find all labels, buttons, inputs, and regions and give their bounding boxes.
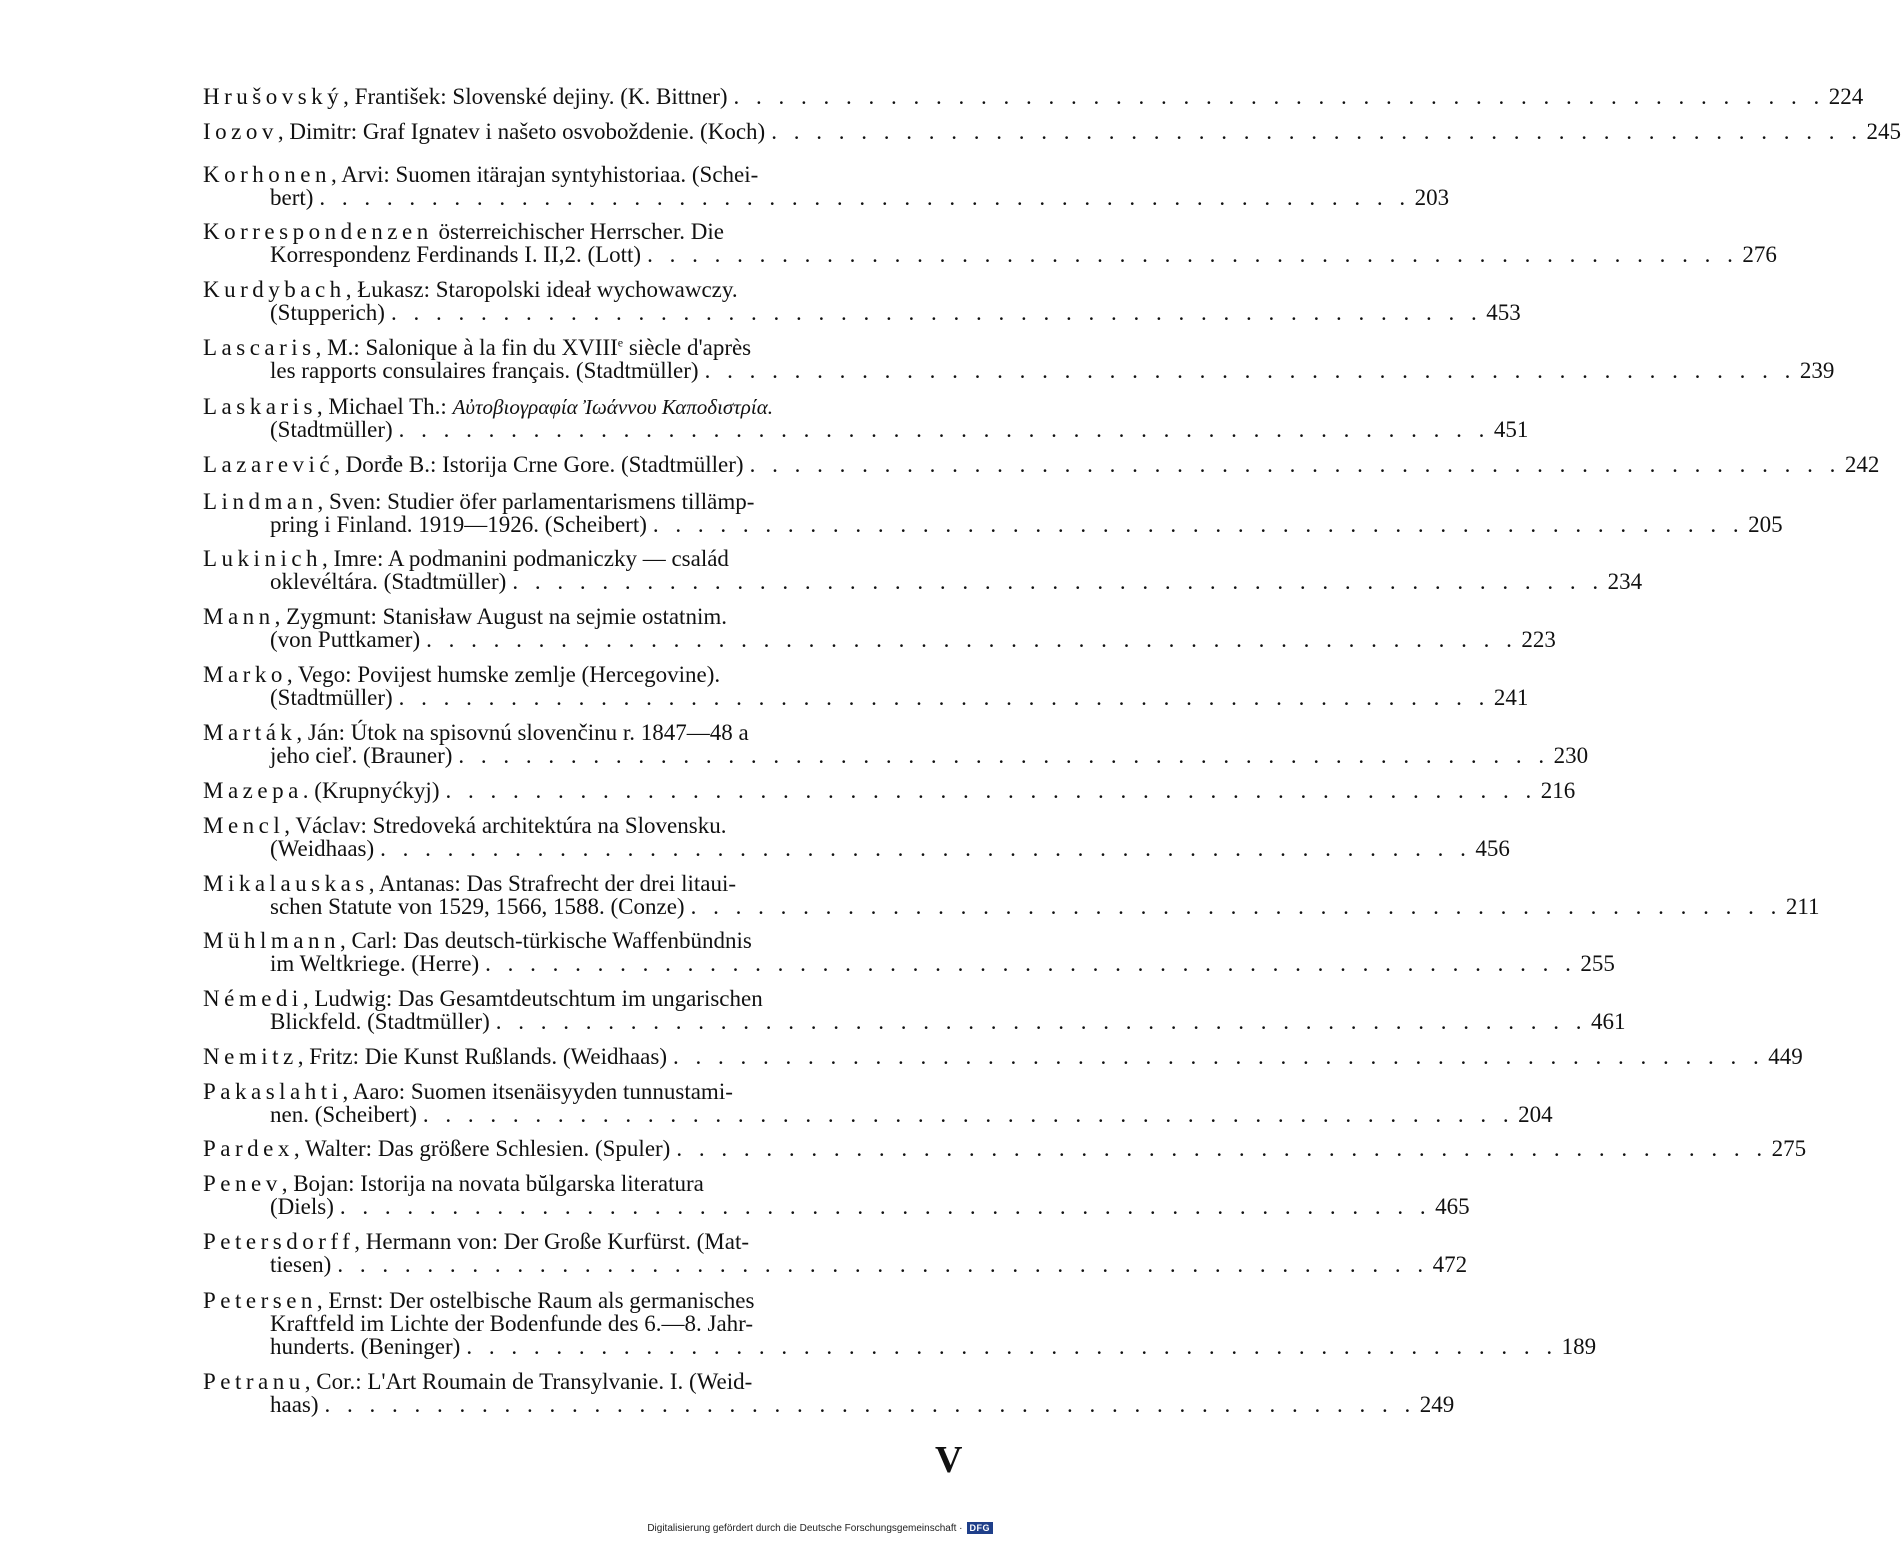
entry-author: Marták <box>203 720 297 745</box>
entry-line <box>203 627 1556 652</box>
entry-page-number: 223 <box>1521 627 1556 652</box>
entry-line-text: , Vego: Povijest humske zemlje (Hercegovine). <box>286 662 721 687</box>
dot-leader: . . . . . . . . . . . . . . . . . . . . . . . . . . . . . . . . . . . . . . . . . . . . . . . . . <box>672 1044 1765 1069</box>
index-entry <box>203 720 1589 768</box>
entry-line-text: im Weltkriege. (Herre) <box>270 951 480 976</box>
entry-line-text: , Václav: Stredoveká architektúra na Slovensku. <box>284 813 727 838</box>
entry-line <box>203 872 960 895</box>
entry-text <box>203 120 765 143</box>
entry-page-number: 211 <box>1785 894 1820 919</box>
entry-text <box>203 779 439 802</box>
entry-text <box>270 418 393 441</box>
entry-text <box>270 1010 490 1033</box>
entry-page-number: 472 <box>1432 1252 1468 1277</box>
entry-line-text: Korrespondenz Ferdinands I. II,2. (Lott) <box>270 242 642 267</box>
entry-line-text: , Dimitr: Graf Ignatev i našeto osvoboždenie. (Koch) <box>277 119 766 144</box>
entry-author: Lazarević <box>203 452 335 477</box>
entry-line-text: les rapports consulaires français. (Stadtmüller) <box>270 358 699 383</box>
entry-text <box>203 85 728 108</box>
entry-line <box>203 987 960 1010</box>
entry-line-text: , Ján: Útok na spisovnú slovenčinu r. 1847—48 a <box>296 720 749 745</box>
entry-page-number: 245 <box>1866 119 1901 144</box>
entry-text <box>270 513 647 536</box>
entry-line <box>203 951 1615 976</box>
entry-text <box>270 895 685 918</box>
entry-line-text: , Aaro: Suomen itsenäisyyden tunnustami- <box>342 1079 733 1104</box>
entry-line-text: , Sven: Studier öfer parlamentarismens tillämp- <box>317 489 755 514</box>
entry-line-text: , Arvi: Suomen itärajan syntyhistoriaa. (Schei- <box>330 162 759 187</box>
entry-line <box>203 512 1783 537</box>
entry-line <box>203 569 1643 594</box>
entry-line <box>203 1172 960 1195</box>
entry-text <box>270 1335 460 1358</box>
index-entry <box>203 277 1521 325</box>
entry-author: Kurdybach <box>203 277 346 302</box>
entry-line <box>203 242 1777 267</box>
greek-title: Αὐτοβιογραφία Ἰωάννου Καποδιστρία. <box>452 395 773 419</box>
dot-leader: . . . . . . . . . . . . . . . . . . . . . . . . . . . . . . . . . . . . . . . . . . . . . . . . . <box>466 1334 1558 1359</box>
dot-leader: . . . . . . . . . . . . . . . . . . . . . . . . . . . . . . . . . . . . . . . . . . . . . . . . . <box>647 242 1739 267</box>
entry-page-number: 449 <box>1768 1044 1803 1069</box>
entry-line <box>203 163 960 186</box>
index-entry <box>203 489 1783 537</box>
entry-text <box>270 359 699 382</box>
index-entry <box>203 928 1615 976</box>
entry-line <box>203 417 1529 442</box>
entry-line <box>203 185 1450 210</box>
entry-line <box>203 119 1901 144</box>
dot-leader: . . . . . . . . . . . . . . . . . . . . . . . . . . . . . . . . . . . . . . . . . . . . . . . . . <box>445 778 1537 803</box>
entry-author: Korhonen <box>203 162 331 187</box>
entry-line-text: (Diels) <box>270 1194 334 1219</box>
entry-text <box>270 837 374 860</box>
index-entry <box>203 778 1576 803</box>
index-entry <box>203 452 1880 477</box>
entry-line-text: (Weidhaas) <box>270 836 375 861</box>
dot-leader: . . . . . . . . . . . . . . . . . . . . . . . . . . . . . . . . . . . . . . . . . . . . . . . . . <box>652 512 1745 537</box>
index-entry <box>203 219 1777 267</box>
entry-line-text: , Ernst: Der ostelbische Raum als germanisches <box>316 1288 755 1313</box>
entry-line <box>203 1312 960 1335</box>
entry-line <box>203 490 960 513</box>
entry-line-text: Kraftfeld im Lichte der Bodenfunde des 6.—8. Jahr- <box>270 1311 754 1336</box>
entry-author: Mikalauskas <box>203 871 369 896</box>
entry-author: Pardex <box>203 1136 294 1161</box>
entry-page-number: 224 <box>1828 84 1864 109</box>
entry-line <box>203 743 1589 768</box>
superscript: e <box>617 335 624 350</box>
index-entry <box>203 1288 1597 1359</box>
entry-page-number: 189 <box>1561 1334 1597 1359</box>
dot-leader: . . . . . . . . . . . . . . . . . . . . . . . . . . . . . . . . . . . . . . . . . . . . . . . . . <box>771 119 1863 144</box>
dot-leader: . . . . . . . . . . . . . . . . . . . . . . . . . . . . . . . . . . . . . . . . . . . . . . . . . <box>426 627 1518 652</box>
entry-line-text: nen. (Scheibert) <box>270 1102 417 1127</box>
entry-page-number: 239 <box>1799 358 1835 383</box>
entry-text <box>270 628 420 651</box>
dot-leader: . . . . . . . . . . . . . . . . . . . . . . . . . . . . . . . . . . . . . . . . . . . . . . . . . <box>339 1194 1432 1219</box>
dot-leader: . . . . . . . . . . . . . . . . . . . . . . . . . . . . . . . . . . . . . . . . . . . . . . . . . <box>390 300 1483 325</box>
dot-leader: . . . . . . . . . . . . . . . . . . . . . . . . . . . . . . . . . . . . . . . . . . . . . . . . . <box>398 417 1490 442</box>
page-number: V <box>935 1439 963 1481</box>
entry-line-text: (von Puttkamer) <box>270 627 421 652</box>
entry-line <box>203 836 1510 861</box>
entry-line <box>203 1334 1597 1359</box>
entry-line-text: , Dorđe B.: Istorija Crne Gore. (Stadtmüller) <box>334 452 744 477</box>
entry-line <box>203 894 1820 919</box>
entry-text <box>270 1103 417 1126</box>
entry-author: Mazepa <box>203 778 303 803</box>
entry-line-text: hunderts. (Beninger) <box>270 1334 461 1359</box>
entry-text <box>270 570 506 593</box>
entry-line-text: , Carl: Das deutsch-türkische Waffenbündnis <box>339 928 752 953</box>
index-entry <box>203 1171 1470 1219</box>
dfg-logo: DFG <box>967 1522 994 1534</box>
entry-author: Lascaris <box>203 335 316 360</box>
entry-author: Lukinich <box>203 546 323 571</box>
entry-line-text: Blickfeld. (Stadtmüller) <box>270 1009 490 1034</box>
entry-page-number: 204 <box>1518 1102 1553 1127</box>
entry-line <box>203 1230 960 1253</box>
entry-line-text: , Łukasz: Staropolski ideał wychowawczy. <box>345 277 738 302</box>
entry-text <box>270 1393 319 1416</box>
index-entry <box>203 871 1820 919</box>
dot-leader: . . . . . . . . . . . . . . . . . . . . . . . . . . . . . . . . . . . . . . . . . . . . . . . . . <box>485 951 1577 976</box>
entry-line <box>203 663 960 686</box>
entry-line-text: oklevéltára. (Stadtmüller) <box>270 569 507 594</box>
entry-page-number: 255 <box>1580 951 1615 976</box>
entry-line <box>203 1392 1455 1417</box>
entry-author: Iozov <box>203 119 278 144</box>
entry-line <box>203 605 960 628</box>
entry-page-number: 216 <box>1540 778 1576 803</box>
entry-line-text: , Antanas: Das Strafrecht der drei litaui- <box>368 871 737 896</box>
entry-line-text: siècle d'après <box>623 335 752 360</box>
dot-leader: . . . . . . . . . . . . . . . . . . . . . . . . . . . . . . . . . . . . . . . . . . . . . . . . . <box>690 894 1782 919</box>
index-entry <box>203 1136 1807 1161</box>
index-entry <box>203 1369 1455 1417</box>
index-entry <box>203 1229 1468 1277</box>
index-entry <box>203 1079 1553 1127</box>
index-entry <box>203 604 1556 652</box>
entry-page-number: 276 <box>1742 242 1777 267</box>
entry-line <box>203 547 960 570</box>
entry-line-text: , M.: Salonique à la fin du XVIII <box>315 335 618 360</box>
entry-text <box>270 186 313 209</box>
entry-page-number: 241 <box>1493 685 1529 710</box>
index-entry <box>203 1044 1803 1069</box>
entry-line-text: , Hermann von: Der Große Kurfürst. (Mat- <box>354 1229 749 1254</box>
entry-line-text: (Stadtmüller) <box>270 685 393 710</box>
footer <box>608 1522 993 1534</box>
entry-author: Laskaris <box>203 394 317 419</box>
entry-author: Petersdorff <box>203 1229 355 1254</box>
entry-page-number: 249 <box>1419 1392 1455 1417</box>
dot-leader: . . . . . . . . . . . . . . . . . . . . . . . . . . . . . . . . . . . . . . . . . . . . . . . . . <box>319 185 1411 210</box>
entry-line <box>203 336 960 359</box>
entry-page-number: 465 <box>1435 1194 1470 1219</box>
entry-text <box>270 952 479 975</box>
entry-line-text: , Zygmunt: Stanisław August na sejmie ostatnim. <box>274 604 727 629</box>
entry-page-number: 456 <box>1475 836 1510 861</box>
entry-line <box>203 1044 1803 1069</box>
entry-author: Petersen <box>203 1288 317 1313</box>
entry-author: Pakaslahti <box>203 1079 343 1104</box>
entry-author: Korrespondenzen <box>203 219 433 244</box>
entry-line <box>203 220 960 243</box>
entry-line <box>203 685 1529 710</box>
entry-line-text: , Imre: A podmanini podmaniczky — család <box>322 546 729 571</box>
entry-line-text: , Fritz: Die Kunst Rußlands. (Weidhaas) <box>297 1044 667 1069</box>
entry-author: Petranu <box>203 1369 305 1394</box>
index-entry <box>203 394 1529 442</box>
entry-line-text: pring i Finland. 1919—1926. (Scheibert) <box>270 512 647 537</box>
entry-line <box>203 1194 1470 1219</box>
entry-line-text: schen Statute von 1529, 1566, 1588. (Conze) <box>270 894 685 919</box>
dot-leader: . . . . . . . . . . . . . . . . . . . . . . . . . . . . . . . . . . . . . . . . . . . . . . . . . <box>733 84 1825 109</box>
entry-line <box>203 1136 1807 1161</box>
entry-page-number: 451 <box>1493 417 1529 442</box>
entry-line <box>203 1370 960 1393</box>
entry-line <box>203 1289 960 1312</box>
entry-line <box>203 778 1576 803</box>
entry-author: Lindman <box>203 489 318 514</box>
entry-text <box>203 1045 667 1068</box>
index-entry <box>203 662 1529 710</box>
entry-line-text: (Stupperich) <box>270 300 385 325</box>
dot-leader: . . . . . . . . . . . . . . . . . . . . . . . . . . . . . . . . . . . . . . . . . . . . . . . . . <box>380 836 1472 861</box>
entry-line <box>203 814 960 837</box>
entry-line-text: , Michael Th.: <box>316 394 453 419</box>
entry-line-text: österreichischer Herrscher. Die <box>432 219 724 244</box>
entry-author: Nemitz <box>203 1044 298 1069</box>
entry-text <box>270 686 393 709</box>
entry-line <box>203 84 1864 109</box>
dot-leader: . . . . . . . . . . . . . . . . . . . . . . . . . . . . . . . . . . . . . . . . . . . . . . . . . <box>337 1252 1429 1277</box>
entry-page-number: 203 <box>1414 185 1450 210</box>
entry-text <box>270 744 452 767</box>
entry-line <box>203 278 960 301</box>
dot-leader: . . . . . . . . . . . . . . . . . . . . . . . . . . . . . . . . . . . . . . . . . . . . . . . . . <box>422 1102 1515 1127</box>
index-entry <box>203 986 1626 1034</box>
entry-page-number: 242 <box>1844 452 1880 477</box>
entry-line-text: haas) <box>270 1392 319 1417</box>
dot-leader: . . . . . . . . . . . . . . . . . . . . . . . . . . . . . . . . . . . . . . . . . . . . . . . . . <box>512 569 1604 594</box>
entry-author: Mencl <box>203 813 285 838</box>
entry-line <box>203 929 960 952</box>
entry-line-text: (Stadtmüller) <box>270 417 393 442</box>
index-entry <box>203 335 1835 383</box>
entry-line <box>203 358 1835 383</box>
dot-leader: . . . . . . . . . . . . . . . . . . . . . . . . . . . . . . . . . . . . . . . . . . . . . . . . . <box>398 685 1490 710</box>
entry-page-number: 275 <box>1771 1136 1807 1161</box>
entry-author: Hrušovský <box>203 84 344 109</box>
entry-author: Némedi <box>203 986 303 1011</box>
dot-leader: . . . . . . . . . . . . . . . . . . . . . . . . . . . . . . . . . . . . . . . . . . . . . . . . . <box>458 743 1550 768</box>
entry-line-text: bert) <box>270 185 314 210</box>
entry-line-text: jeho cieľ. (Brauner) <box>270 743 453 768</box>
entry-page-number: 230 <box>1553 743 1589 768</box>
entry-page-number: 461 <box>1590 1009 1626 1034</box>
entry-author: Mühlmann <box>203 928 340 953</box>
entry-line <box>203 452 1880 477</box>
index-entry <box>203 546 1643 594</box>
entry-line <box>203 1102 1553 1127</box>
entry-line <box>203 1080 960 1103</box>
entry-line <box>203 721 960 744</box>
entry-line-text: , Bojan: Istorija na novata bŭlgarska literatura <box>281 1171 704 1196</box>
dot-leader: . . . . . . . . . . . . . . . . . . . . . . . . . . . . . . . . . . . . . . . . . . . . . . . . . <box>749 452 1841 477</box>
entry-line-text: . (Krupnyćkyj) <box>302 778 440 803</box>
entry-line <box>203 300 1521 325</box>
index-entry <box>203 119 1901 144</box>
entry-line-text: , Walter: Das größere Schlesien. (Spuler) <box>293 1136 671 1161</box>
entry-author: Mann <box>203 604 275 629</box>
entry-line <box>203 1252 1468 1277</box>
index-entry <box>203 162 1450 210</box>
entry-author: Penev <box>203 1171 282 1196</box>
entry-text <box>270 1195 334 1218</box>
dot-leader: . . . . . . . . . . . . . . . . . . . . . . . . . . . . . . . . . . . . . . . . . . . . . . . . . <box>704 358 1796 383</box>
entry-line-text: , Cor.: L'Art Roumain de Transylvanie. I. (Weid- <box>304 1369 753 1394</box>
entry-text <box>270 1253 331 1276</box>
entry-page-number: 453 <box>1486 300 1521 325</box>
dot-leader: . . . . . . . . . . . . . . . . . . . . . . . . . . . . . . . . . . . . . . . . . . . . . . . . . <box>676 1136 1768 1161</box>
entry-author: Marko <box>203 662 287 687</box>
dot-leader: . . . . . . . . . . . . . . . . . . . . . . . . . . . . . . . . . . . . . . . . . . . . . . . . . <box>324 1392 1416 1417</box>
entry-text <box>270 243 641 266</box>
entry-line-text: , Ludwig: Das Gesamtdeutschtum im ungarischen <box>302 986 763 1011</box>
entry-line <box>203 395 960 418</box>
dot-leader: . . . . . . . . . . . . . . . . . . . . . . . . . . . . . . . . . . . . . . . . . . . . . . . . . <box>495 1009 1587 1034</box>
index-entry <box>203 813 1510 861</box>
entry-line-text: , František: Slovenské dejiny. (K. Bittner) <box>343 84 728 109</box>
entry-line-text: tiesen) <box>270 1252 332 1277</box>
footer-text: Digitalisierung gefördert durch die Deutsche Forschungsgemeinschaft · <box>647 1522 963 1534</box>
entry-page-number: 234 <box>1607 569 1643 594</box>
entry-text <box>270 301 385 324</box>
entry-line <box>203 1009 1626 1034</box>
index-entry <box>203 84 1864 109</box>
entry-text <box>203 453 744 476</box>
entry-page-number: 205 <box>1748 512 1783 537</box>
entry-text <box>203 1137 670 1160</box>
